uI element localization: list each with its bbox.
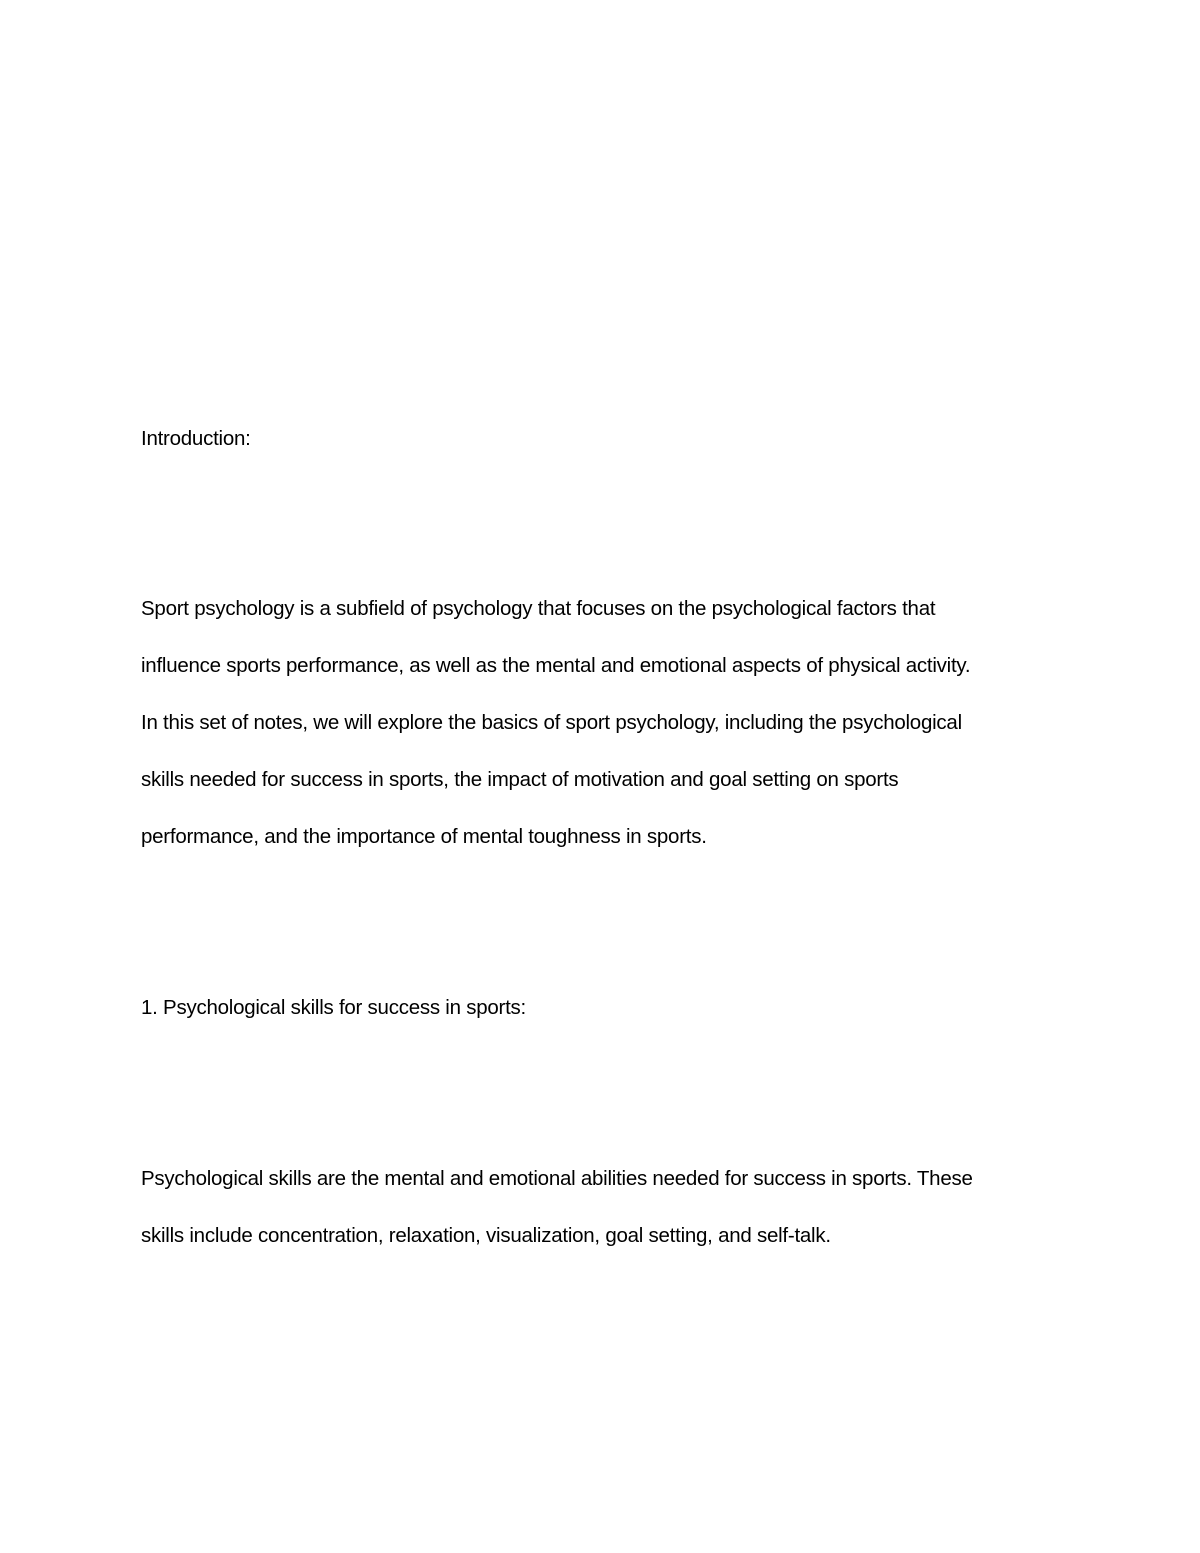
intro-heading: [141, 410, 1061, 467]
paragraph-line: In this set of notes, we will explore the basics of sport psychology, including the psychological: [141, 711, 962, 734]
section1-heading-text: 1. Psychological skills for success in sports:: [141, 996, 526, 1019]
paragraph-line: Psychological skills are the mental and emotional abilities needed for success in sports. These: [141, 1167, 973, 1190]
paragraph-line: skills needed for success in sports, the impact of motivation and goal setting on sports: [141, 768, 899, 791]
paragraph-line: Sport psychology is a subfield of psychology that focuses on the psychological factors that: [141, 597, 936, 620]
intro-paragraph: [141, 580, 1061, 865]
paragraph-line: influence sports performance, as well as the mental and emotional aspects of physical activity.: [141, 654, 971, 677]
paragraph-line: performance, and the importance of mental toughness in sports.: [141, 825, 707, 848]
intro-heading-text: Introduction:: [141, 427, 251, 450]
section1-paragraph: [141, 1150, 1061, 1264]
paragraph-line: skills include concentration, relaxation, visualization, goal setting, and self-talk.: [141, 1224, 831, 1247]
section1-heading: [141, 979, 1061, 1036]
